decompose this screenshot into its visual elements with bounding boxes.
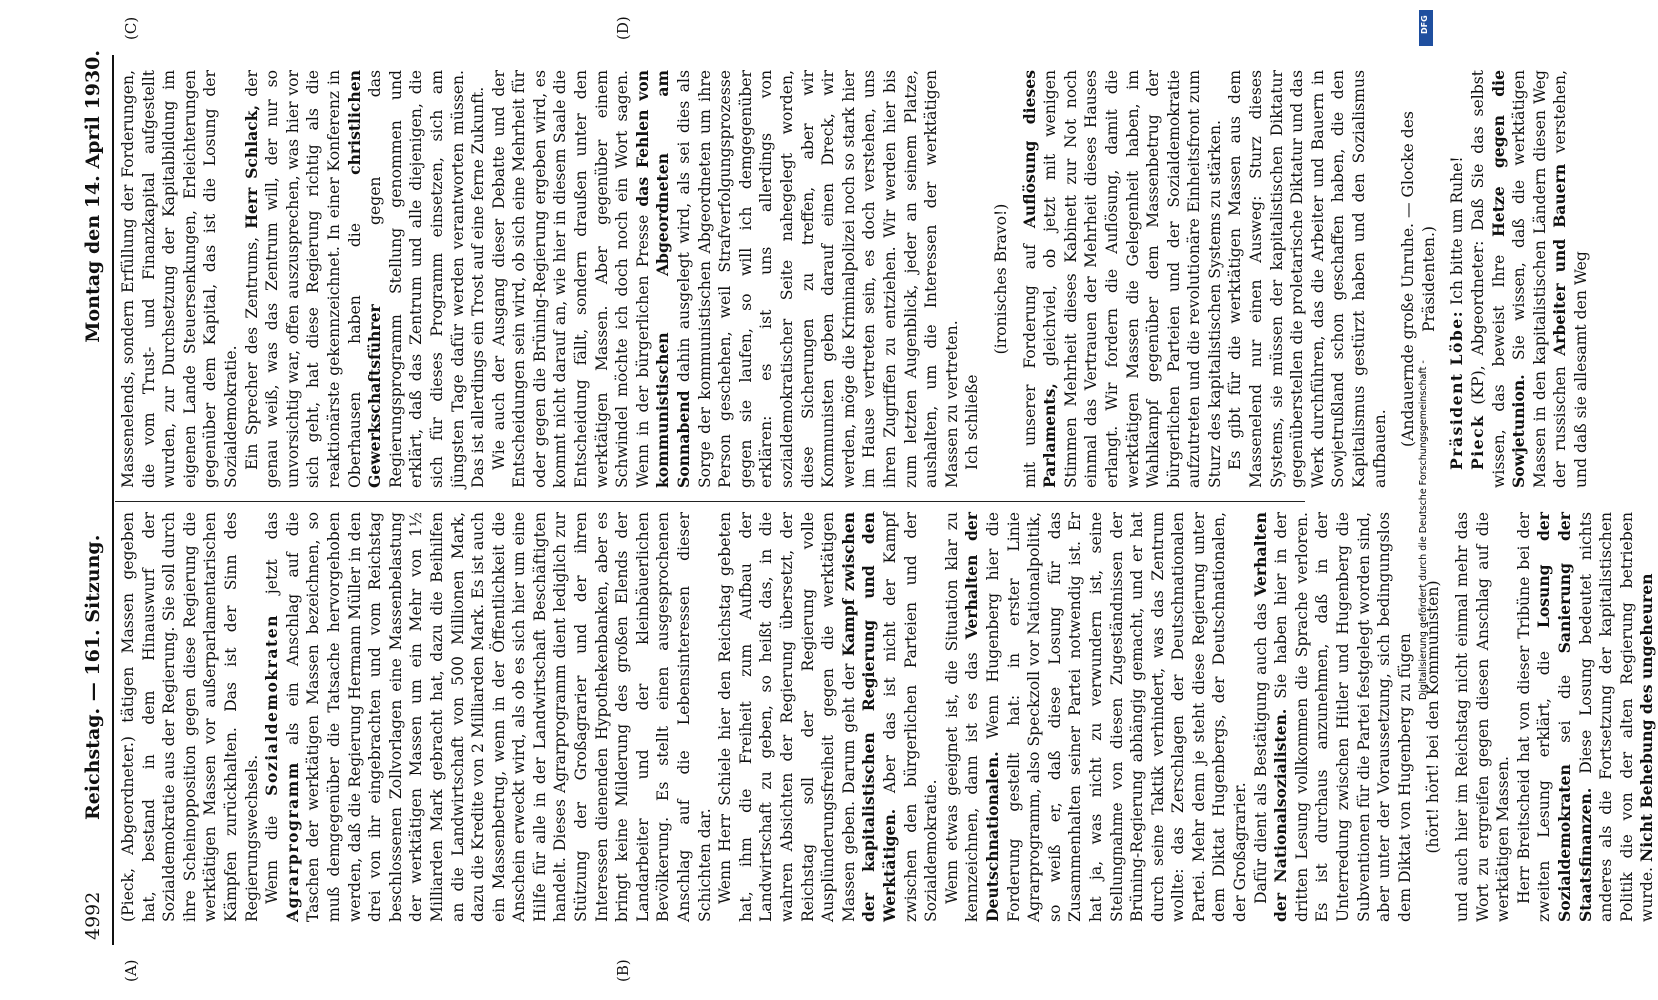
margin-marker-d: (D) — [614, 16, 632, 40]
header-rule — [112, 55, 114, 945]
dfg-notice — [1418, 10, 1434, 700]
margin-marker-a: (A) — [122, 959, 140, 982]
right-column — [118, 70, 1592, 488]
paragraph: Ich schließe — [963, 374, 982, 470]
margin-marker-b: (B) — [614, 959, 632, 982]
paragraph: mit unserer Forderung auf Auflösung dieses Parlaments, gleichviel, ob jetzt mit wenigen Stimmen Mehrheit dieses Kabinett zur Not noch einmal das Vertrauen der Mehrheit dieses Hauses erlangt. Wir fordern die Auflösung, damit die werktätigen Massen die Gelegenheit haben, im Wahlkampf gegenüber dem Massenbetrug der bürgerlichen Parteien und der Sozialdemokratie aufzutreten und die revolutionäre Einheitsfront zum Sturz des kapitalistischen Systems zu stärken. — [1019, 70, 1224, 488]
emphasis: Hetze gegen die Sowjetunion. — [1488, 70, 1529, 488]
interjection: (hört! hört! bei den Kommunisten) — [1424, 580, 1443, 854]
paragraph: Massenelends, sondern Erfüllung der Forderungen, die vom Trust- und Finanzkapital aufgestellt wurden, zur Durchsetzung der Kapitalbildung im eigenen Lande Steuersenkungen, Erleichterungen gegenüber dem Kapital, das ist die Losung der Sozialdemokratie. — [119, 70, 240, 488]
emphasis: Sozialdemokraten — [262, 614, 282, 796]
paragraph: (Pieck, Abgeordneter.) tätigen Massen gegeben hat, bestand in dem Hinauswurf der Sozialdemokratie aus der Regierung. Sie soll durch ihre Scheinopposition gegen diese Regierung die werktätigen Massen vor außerparlamentarischen Kämpfen zurückhalten. Das ist der Sinn des Regierungswechsels. — [119, 512, 261, 922]
emphasis: Kampf zwischen der kapitalistischen Regierung und den Werktätigen. — [838, 512, 899, 922]
margin-marker-c: (C) — [122, 16, 140, 40]
session-date: Montag den 14. April 1930. — [82, 50, 104, 343]
emphasis: Arbeiter und Bauern — [1550, 163, 1570, 356]
paragraph: Wenn Herr Schiele hier den Reichstag gebeten hat, ihm die Freiheit zum Aufbau der Landwirtschaft zu geben, so heißt das, in die wahren Absichten der Regierung übersetzt, der Reichstag soll der Regierung volle Ausplünderungsfreiheit gegen die werktätigen Massen geben. Darum geht der Kampf zwischen der kapitalistischen Regierung und den Werktätigen. Aber das ist nicht der Kampf zwischen den bürgerlichen Parteien und der Sozialdemokratie. — [716, 512, 941, 922]
emphasis: Verhalten der Deutschnationalen. — [962, 512, 1002, 922]
column-divider — [115, 501, 1305, 502]
interjection: (ironisches Bravo!) — [991, 203, 1010, 355]
paragraph: Herr Breitscheid hat von dieser Tribüne bei der zweiten Lesung erklärt, die Losung der Sozialdemokraten sei die Sanierung der Staatsfinanzen. Diese Losung bedeutet nichts anderes als die Fortsetzung der kapitalistischen Politik die von der alten Regierung betrieben wurde. Nicht Behebung des ungeheuren — [1514, 512, 1657, 922]
emphasis: Losung der Sozialdemokraten — [1534, 512, 1574, 922]
speaker-name: Pieck — [1468, 414, 1487, 470]
emphasis: Sanierung der Staatsfinanzen. — [1554, 512, 1595, 922]
dfg-text: Digitalisierung gefördert durch die Deutsche Forschungsgemeinschaft - — [1418, 360, 1429, 700]
paragraph: Pieck (KP), Abgeordneter: Daß Sie das selbst wissen, das beweist Ihre Hetze gegen die Sowjetunion. Sie wissen, daß die werktätigen Massen in den kapitalistischen Ländern diesen Weg der russischen Arbeiter und Bauern verstehen, und daß sie allesamt den Weg — [1468, 70, 1590, 488]
speaker-name: Präsident Löbe: — [1447, 310, 1467, 470]
interjection: (Andauernde große Unruhe. — Glocke des Präsidenten.) — [1399, 111, 1438, 447]
emphasis: Herr Schlack, — [241, 105, 261, 229]
emphasis: Agrarprogramm — [282, 761, 302, 922]
paragraph: Wenn die Sozialdemokraten jetzt das Agrarprogramm als ein Anschlag auf die Taschen der werktätigen Massen bezeichnen, so muß demgegenüber die Tatsache hervorgehoben werden, daß die Regierung Hermann Müller in den drei von ihr eingebrachten und vom Reichstag beschlossenen Zollvorlagen eine Massenbelastung der werktätigen Massen um ein Mehr von 1½ Milliarden Mark gebracht hat, dazu die Beihilfen an die Landwirtschaft von 500 Millionen Mark, dazu die Kredite von 2 Milliarden Mark. Es ist auch ein Massenbetrug, wenn in der Öffentlichkeit die Anschein erweckt wird, als ob es sich hier um eine Hilfe für alle in der Landwirtschaft Beschäftigten handelt. Dieses Agrarprogramm dient lediglich zur Stützung der Großagrarier und der ihren Interessen dienenden Hypothekenbanken, aber es bringt keine Milderung des großen Elends der Landarbeiter und der kleinbäuerlichen Bevölkerung. Es stellt einen ausgesprochenen Anschlag auf die Lebensinteressen dieser Schichten dar. — [262, 512, 714, 922]
paragraph: und auch hier im Reichstag nicht einmal mehr das Wort zu ergreifen gegen diesen Anschlag auf die werktätigen Massen. — [1453, 512, 1513, 922]
paragraph: Wie auch der Ausgang dieser Debatte und der Entscheidungen sein wird, ob sich eine Mehrheit für oder gegen die Brüning-Regierung ergeben wird, es kommt nicht darauf an, wie hier in diesem Saale die Entscheidung fällt, sondern draußen unter den werktätigen Massen. Aber gegenüber einem Schwindel möchte ich doch noch ein Wort sagen. Wenn in der bürgerlichen Presse das Fehlen von kommunistischen Abgeordneten am Sonnabend dahin ausgelegt wird, als sei dies als Sorge der kommunistischen Abgeordneten um ihre Person geschehen, weil Strafverfolgungsprozesse gegen sie laufen, so will ich demgegenüber erklären: es ist uns allerdings von sozialdemokratischer Seite nahegelegt worden, diese Sicherungen zu treffen, aber wir Kommunisten geben darauf einen Dreck, wir werden, möge die Kriminalpolizei noch so stark hier im Hause vertreten sein, es doch verstehen, uns ihren Zugriffen zu entziehen. Wir werden hier bis zum letzten Augenblick, jeder an seinem Platze, aushalten, um die Interessen der werktätigen Massen zu vertreten. — [489, 70, 961, 488]
emphasis: Nicht Behebung des ungeheuren — [1637, 573, 1657, 863]
paragraph: Ein Sprecher des Zentrums, Herr Schlack, der genau weiß, was das Zentrum will, der nur so unvorsichtig war, offen auszusprechen, was hier vor sich geht, hat diese Regierung richtig als die reaktionärste gekennzeichnet. In einer Konferenz in Oberhausen haben die christlichen Gewerkschaftsführer gegen das Regierungsprogramm Stellung genommen und erklärt, daß das Zentrum und alle diejenigen, die sich für dieses Programm einsetzen, sich am jüngsten Tage dafür werden verantworten müssen. Das ist allerdings ein Trost auf eine ferne Zukunft. — [241, 70, 488, 488]
emphasis: christlichen Gewerkschaftsführer — [344, 70, 385, 488]
page-header — [82, 50, 112, 940]
paragraph: Es gibt für die werktätigen Massen aus dem Massenelend nur einen Ausweg: Sturz dieses Systems, sie müssen der kapitalistischen Diktatur gegenüberstellen die proletarische Diktatur und das Werk durchführen, das die Arbeiter und Bauern in Sowjetrußland schon geschaffen haben, die den Kapitalismus gestürzt haben und den Sozialismus aufbauen. — [1226, 70, 1389, 488]
paragraph: Präsident Löbe: Ich bitte um Ruhe! — [1447, 156, 1467, 470]
emphasis: das Fehlen von kommunistischen Abgeordneten am Sonnabend — [632, 70, 694, 488]
emphasis: Verhalten der Nationalsozialisten. — [1250, 512, 1291, 922]
paragraph: Wenn etwas geeignet ist, die Situation klar zu kennzeichnen, dann ist es das Verhalten der Deutschnationalen. Wenn Hugenberg hier die Forderung gestellt hat: in erster Linie Agrarprogramm, also Speckzoll vor Nationalpolitik, so weiß er, daß diese Losung für das Zusammenhalten seiner Partei notwendig ist. Er hat ja, was nicht zu verwundern ist, seine Stellungnahme von diesen Zugeständnissen der Brüning-Regierung abhängig gemacht, und er hat durch seine Taktik verhindert, was das Zentrum wollte: das Zerschlagen der Deutschnationalen Partei. Mehr denn je steht diese Regierung unter dem Diktat Hugenbergs, der Deutschnationalen, der Großagrarier. — [942, 512, 1250, 922]
page-number: 4992 — [82, 891, 104, 940]
paragraph: Dafür dient als Bestätigung auch das Verhalten der Nationalsozialisten. Sie haben hier in der dritten Lesung vollkommen die Sprache verloren. Es ist durchaus anzunehmen, daß in der Unterredung zwischen Hitler und Hugenberg die Subventionen für die Partei festgelegt worden sind, aber unter der Voraussetzung, sich bedingungslos dem Diktat von Hugenberg zu fügen — [1250, 512, 1414, 922]
session-title: Reichstag. — 161. Sitzung. — [82, 534, 104, 820]
dfg-logo: DFG — [1419, 10, 1433, 46]
emphasis: Auflösung dieses Parlaments, — [1019, 70, 1060, 488]
